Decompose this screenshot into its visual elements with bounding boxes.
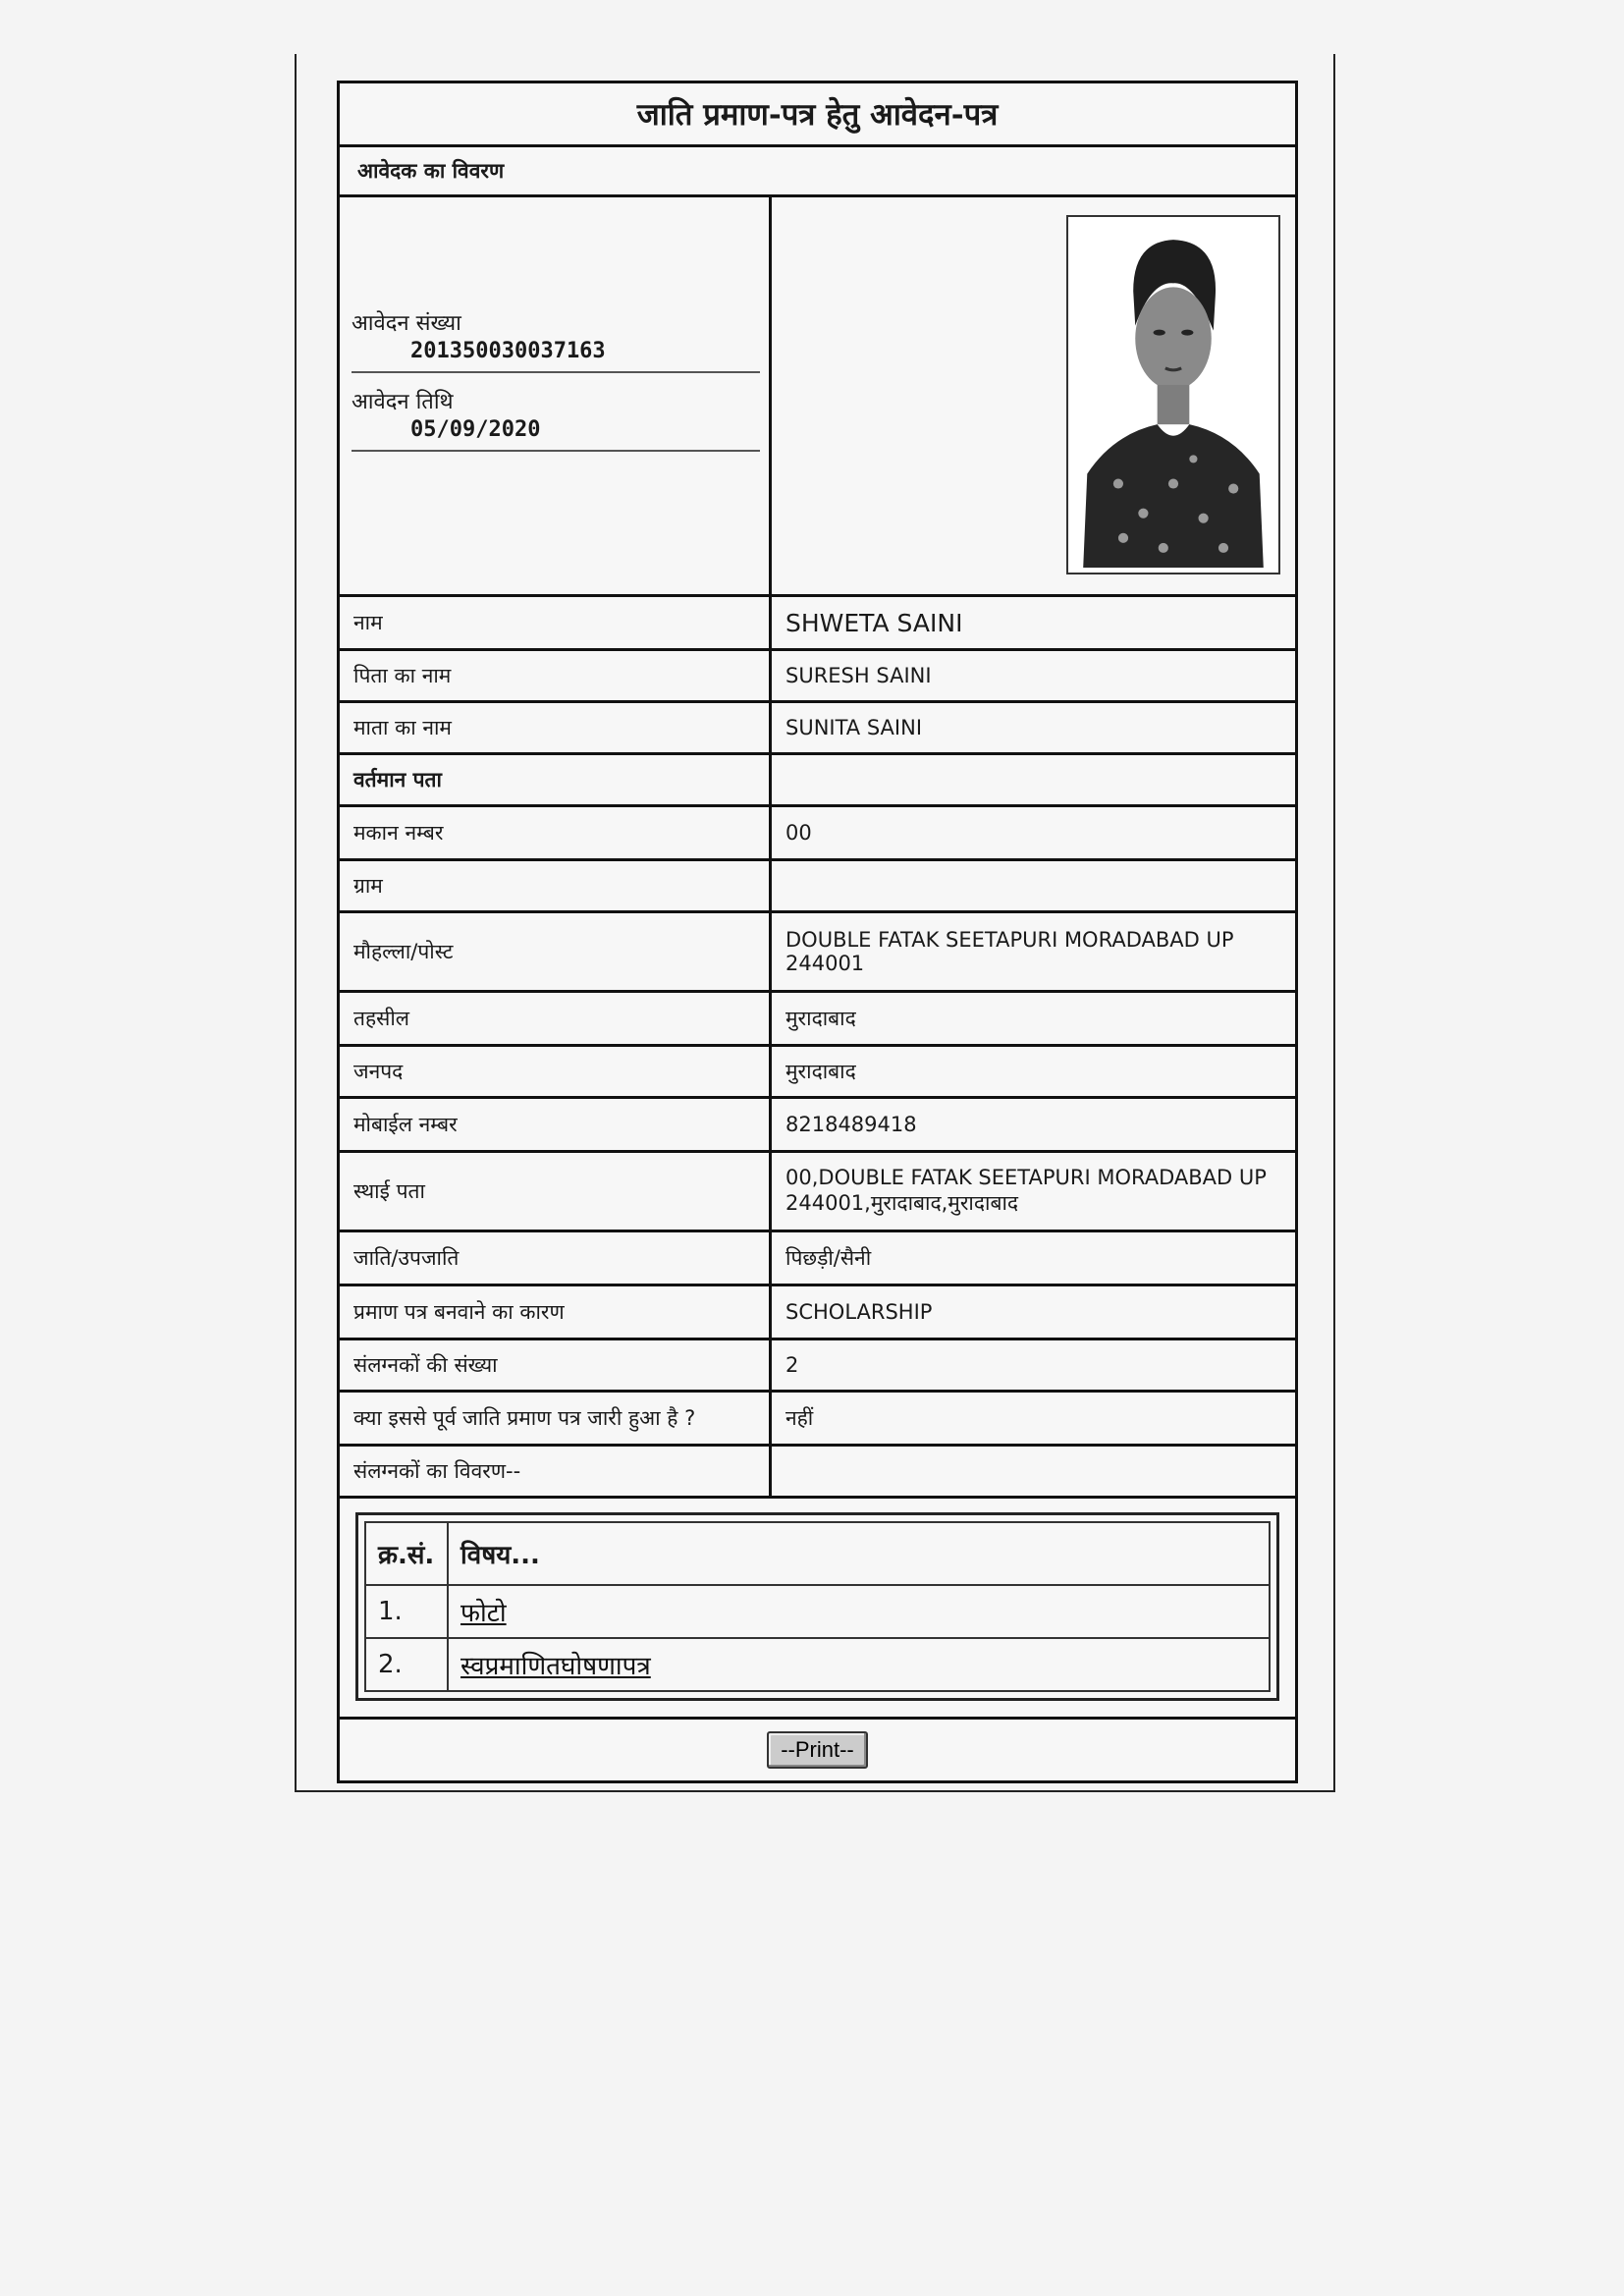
previous-certificate-value: नहीं — [785, 1406, 814, 1430]
district-label: जनपद — [340, 1047, 772, 1096]
application-number: 201350030037163 — [410, 339, 606, 363]
father-name-value: SURESH SAINI — [785, 664, 932, 687]
application-date-block — [352, 386, 760, 452]
application-date: 05/09/2020 — [410, 417, 541, 442]
detail-row-mobile — [340, 1099, 1295, 1153]
permanent-address-value: 00,DOUBLE FATAK SEETAPURI MORADABAD UP 244001,मुरादाबाद,मुरादाबाद — [785, 1166, 1267, 1215]
village-label: ग्राम — [340, 861, 772, 910]
house-number-value: 00 — [785, 821, 812, 845]
detail-row-tehsil — [340, 993, 1295, 1047]
attachments-header-row — [365, 1522, 1270, 1585]
form-title: जाति प्रमाण-पत्र हेतु आवेदन-पत्र — [340, 83, 1295, 147]
attachments-section — [340, 1499, 1295, 1720]
house-number-label: मकान नम्बर — [340, 807, 772, 858]
mother-name-value: SUNITA SAINI — [785, 716, 923, 739]
application-header — [340, 197, 1295, 597]
detail-row-village — [340, 861, 1295, 913]
detail-row-caste — [340, 1232, 1295, 1286]
serial-header: क्र.सं. — [365, 1522, 448, 1585]
attachments-table — [364, 1521, 1271, 1692]
application-form — [337, 81, 1298, 1783]
mother-name-label: माता का नाम — [340, 703, 772, 752]
applicant-photo — [1066, 215, 1280, 574]
detail-row-previous-certificate — [340, 1393, 1295, 1447]
attachment-details-value — [772, 1447, 1295, 1496]
detail-row-father — [340, 651, 1295, 703]
previous-certificate-label: क्या इससे पूर्व जाति प्रमाण पत्र जारी हुआ है ? — [340, 1393, 772, 1444]
current-address-label: वर्तमान पता — [340, 755, 772, 804]
portrait-image — [1073, 222, 1273, 568]
caste-label: जाति/उपजाति — [340, 1232, 772, 1284]
reason-label: प्रमाण पत्र बनवाने का कारण — [340, 1286, 772, 1338]
locality-label: मौहल्ला/पोस्ट — [340, 913, 772, 990]
attachment-serial: 1. — [365, 1585, 448, 1638]
section-title: आवेदक का विवरण — [340, 147, 1295, 197]
reason-value: SCHOLARSHIP — [785, 1300, 933, 1324]
current-address-value — [772, 755, 1295, 804]
detail-row-locality — [340, 913, 1295, 993]
mobile-value: 8218489418 — [785, 1113, 917, 1136]
application-number-label: आवेदन संख्या — [352, 311, 461, 336]
attachment-serial: 2. — [365, 1638, 448, 1691]
name-value: SHWETA SAINI — [785, 608, 963, 637]
detail-row-mother — [340, 703, 1295, 755]
mobile-label: मोबाईल नम्बर — [340, 1099, 772, 1150]
tehsil-label: तहसील — [340, 993, 772, 1044]
attachment-link-declaration[interactable]: स्वप्रमाणितघोषणापत्र — [460, 1652, 651, 1681]
caste-value: पिछड़ी/सैनी — [785, 1246, 872, 1270]
table-row — [365, 1585, 1270, 1638]
detail-row-permanent-address — [340, 1153, 1295, 1232]
subject-header: विषय... — [448, 1522, 1270, 1585]
attachment-details-label: संलग्नकों का विवरण-- — [340, 1447, 772, 1496]
village-value — [772, 861, 1295, 910]
detail-row-district — [340, 1047, 1295, 1099]
table-row — [365, 1638, 1270, 1691]
detail-row-house-number — [340, 807, 1295, 861]
print-bar — [340, 1720, 1295, 1780]
detail-row-current-address — [340, 755, 1295, 807]
application-date-label: आवेदन तिथि — [352, 390, 454, 414]
permanent-address-label: स्थाई पता — [340, 1153, 772, 1230]
detail-row-reason — [340, 1286, 1295, 1340]
tehsil-value: मुरादाबाद — [785, 1007, 856, 1030]
father-name-label: पिता का नाम — [340, 651, 772, 700]
attachment-link-photo[interactable]: फोटो — [460, 1599, 507, 1628]
detail-row-attachment-details — [340, 1447, 1295, 1499]
application-number-block — [352, 307, 760, 373]
detail-row-name — [340, 597, 1295, 651]
district-value: मुरादाबाद — [785, 1060, 856, 1083]
print-button[interactable]: --Print-- — [767, 1731, 868, 1769]
attachment-count-value: 2 — [785, 1353, 799, 1377]
attachment-count-label: संलग्नकों की संख्या — [340, 1340, 772, 1390]
name-label: नाम — [340, 597, 772, 648]
detail-row-attachment-count — [340, 1340, 1295, 1393]
locality-value: DOUBLE FATAK SEETAPURI MORADABAD UP 244001 — [785, 928, 1234, 975]
